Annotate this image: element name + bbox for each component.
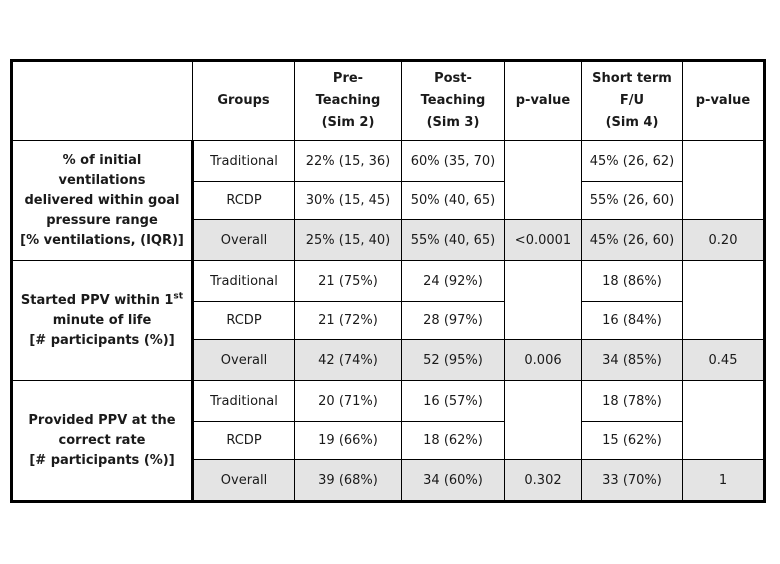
p-value-empty bbox=[683, 261, 765, 340]
outcome-line: Provided PPV at the bbox=[28, 412, 176, 428]
group-cell: Traditional bbox=[193, 381, 295, 422]
outcome-line: pressure range bbox=[46, 212, 158, 228]
outcome-line: % of initial ventilations bbox=[58, 152, 146, 188]
short-cell: 45% (26, 60) bbox=[582, 220, 683, 261]
short-cell: 45% (26, 62) bbox=[582, 141, 683, 182]
header-pre-line3: (Sim 2) bbox=[321, 115, 375, 130]
short-cell: 18 (78%) bbox=[582, 381, 683, 422]
short-cell: 55% (26, 60) bbox=[582, 182, 683, 220]
post-cell: 16 (57%) bbox=[402, 381, 505, 422]
header-short-line2: F/U bbox=[619, 93, 645, 108]
p-value-empty bbox=[505, 381, 582, 460]
header-pre-line2: Teaching bbox=[315, 93, 381, 108]
header-post-line1: Post- bbox=[434, 71, 472, 86]
header-short-term bbox=[582, 61, 683, 141]
group-cell: Overall bbox=[193, 220, 295, 261]
superscript: st bbox=[173, 291, 184, 302]
table-row bbox=[12, 381, 765, 422]
short-cell: 15 (62%) bbox=[582, 422, 683, 460]
pre-cell: 30% (15, 45) bbox=[295, 182, 402, 220]
results-table bbox=[10, 59, 766, 503]
outcome-line: Started PPV within 1 bbox=[20, 292, 174, 308]
p-value-cell: 0.006 bbox=[505, 340, 582, 381]
outcome-line: delivered within goal bbox=[24, 192, 180, 208]
group-cell: Traditional bbox=[193, 141, 295, 182]
outcome-line: [% ventilations, (IQR)] bbox=[20, 232, 184, 248]
header-row bbox=[12, 61, 765, 141]
pre-cell: 39 (68%) bbox=[295, 460, 402, 502]
header-short-line1: Short term bbox=[592, 71, 672, 86]
table-row bbox=[12, 261, 765, 302]
p-value-empty bbox=[505, 141, 582, 220]
post-cell: 34 (60%) bbox=[402, 460, 505, 502]
outcome-line: correct rate bbox=[58, 432, 146, 448]
table-row bbox=[12, 141, 765, 182]
header-p-value-1: p-value bbox=[505, 61, 582, 141]
pre-cell: 22% (15, 36) bbox=[295, 141, 402, 182]
outcome-line: minute of life bbox=[52, 312, 152, 328]
group-cell: RCDP bbox=[193, 182, 295, 220]
post-cell: 50% (40, 65) bbox=[402, 182, 505, 220]
header-outcome bbox=[12, 61, 193, 141]
outcome-cell bbox=[12, 381, 193, 502]
short-cell: 18 (86%) bbox=[582, 261, 683, 302]
pre-cell: 42 (74%) bbox=[295, 340, 402, 381]
post-cell: 60% (35, 70) bbox=[402, 141, 505, 182]
short-cell: 16 (84%) bbox=[582, 302, 683, 340]
pre-cell: 21 (72%) bbox=[295, 302, 402, 340]
outcome-line: [# participants (%)] bbox=[29, 452, 175, 468]
short-cell: 33 (70%) bbox=[582, 460, 683, 502]
header-post-line2: Teaching bbox=[420, 93, 486, 108]
p-value-cell: 1 bbox=[683, 460, 765, 502]
header-post-teaching bbox=[402, 61, 505, 141]
group-cell: RCDP bbox=[193, 422, 295, 460]
short-cell: 34 (85%) bbox=[582, 340, 683, 381]
header-pre-teaching bbox=[295, 61, 402, 141]
p-value-cell: <0.0001 bbox=[505, 220, 582, 261]
header-pre-line1: Pre- bbox=[332, 71, 364, 86]
header-groups: Groups bbox=[193, 61, 295, 141]
p-value-empty bbox=[505, 261, 582, 340]
outcome-cell bbox=[12, 261, 193, 381]
pre-cell: 20 (71%) bbox=[295, 381, 402, 422]
post-cell: 18 (62%) bbox=[402, 422, 505, 460]
p-value-empty bbox=[683, 141, 765, 220]
p-value-cell: 0.45 bbox=[683, 340, 765, 381]
outcome-cell bbox=[12, 141, 193, 261]
post-cell: 55% (40, 65) bbox=[402, 220, 505, 261]
post-cell: 52 (95%) bbox=[402, 340, 505, 381]
p-value-empty bbox=[683, 381, 765, 460]
post-cell: 24 (92%) bbox=[402, 261, 505, 302]
pre-cell: 19 (66%) bbox=[295, 422, 402, 460]
pre-cell: 25% (15, 40) bbox=[295, 220, 402, 261]
group-cell: RCDP bbox=[193, 302, 295, 340]
group-cell: Traditional bbox=[193, 261, 295, 302]
header-short-line3: (Sim 4) bbox=[605, 115, 659, 130]
pre-cell: 21 (75%) bbox=[295, 261, 402, 302]
header-p-value-2: p-value bbox=[683, 61, 765, 141]
p-value-cell: 0.302 bbox=[505, 460, 582, 502]
header-post-line3: (Sim 3) bbox=[426, 115, 480, 130]
group-cell: Overall bbox=[193, 340, 295, 381]
group-cell: Overall bbox=[193, 460, 295, 502]
p-value-cell: 0.20 bbox=[683, 220, 765, 261]
outcome-line: [# participants (%)] bbox=[29, 332, 175, 348]
post-cell: 28 (97%) bbox=[402, 302, 505, 340]
